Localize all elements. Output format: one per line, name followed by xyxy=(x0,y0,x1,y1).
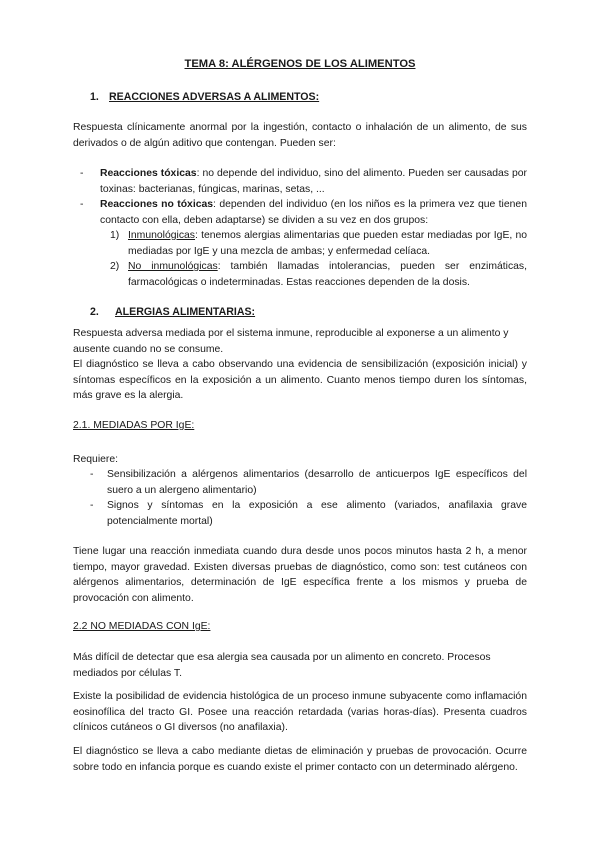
document-title: TEMA 8: ALÉRGENOS DE LOS ALIMENTOS xyxy=(184,58,416,70)
bullet-marker: - xyxy=(90,500,94,511)
section-2-number: 2. xyxy=(90,306,99,318)
subitem-marker: 1) xyxy=(110,230,120,241)
section-1-heading: REACCIONES ADVERSAS A ALIMENTOS: xyxy=(109,91,320,103)
ige-reaction-paragraph: Tiene lugar una reacción inmediata cuando dura desde unos pocos minutos hasta 2 h, a menor tiempo, mayor gravedad. Existen diversas pruebas de diagnóstico, como son: test cutáneos con alérgenos alimentarios, determinación de IgE específica frente a los mismos y prueba de provocación con alimento. xyxy=(73,546,527,604)
bullet-marker: - xyxy=(80,168,84,179)
requires-label: Requiere: xyxy=(73,454,119,465)
term-toxic-reactions: Reacciones tóxicas xyxy=(100,168,197,179)
text-toxic-reactions: : no depende del individuo, sino del alimento. Pueden ser causadas por toxinas: bacterianas, fúngicas, marinas, setas, ... xyxy=(100,168,527,195)
text-non-immunological: : también llamadas intolerancias, pueden ser enzimáticas, farmacológicas o indeterminadas. Estas reacciones dependen de la dosis. xyxy=(128,261,528,288)
subitem-non-immunological xyxy=(128,259,527,290)
bullet-toxic-reactions xyxy=(100,166,527,197)
text-immunological: : tenemos alergias alimentarias que pueden estar mediadas por IgE, no mediadas por IgE y una mezcla de ambas; y enfermedad celíaca. xyxy=(128,230,527,257)
bullet-marker: - xyxy=(80,199,84,210)
text-non-toxic-reactions: : dependen del individuo (en los niños es la primera vez que tienen contacto con ella, deben adaptarse) se dividen a su vez en dos grupos: xyxy=(100,199,527,226)
term-non-immunological: No inmunológicas xyxy=(128,261,218,272)
section-2-heading: ALERGIAS ALIMENTARIAS: xyxy=(115,306,256,318)
section-2-definition: Respuesta adversa mediada por el sistema inmune, reproducible al exponerse a un alimento y ausente cuando no se consume. xyxy=(73,328,509,355)
section-1-number: 1. xyxy=(90,91,99,103)
ige-requirement-symptoms: Signos y síntomas en la exposición a ese alimento (variados, anafilaxia grave potencialmente mortal) xyxy=(107,500,527,527)
ige-requirement-sensitization: Sensibilización a alérgenos alimentarios (desarrollo de anticuerpos IgE específicos del suero a un alergeno alimentario) xyxy=(107,469,527,496)
term-non-toxic-reactions: Reacciones no tóxicas xyxy=(100,199,214,210)
section-1-intro: Respuesta clínicamente anormal por la ingestión, contacto o inhalación de un alimento, de sus derivados o de algún aditivo que contengan. Pueden ser: xyxy=(73,122,527,149)
bullet-marker: - xyxy=(90,469,94,480)
term-immunological: Inmunológicas xyxy=(128,230,196,241)
subitem-immunological xyxy=(128,228,527,259)
subitem-marker: 2) xyxy=(110,261,120,272)
subsection-2-2-heading: 2.2 NO MEDIADAS CON IgE: xyxy=(73,621,211,632)
non-ige-paragraph-3: El diagnóstico se lleva a cabo mediante dietas de eliminación y pruebas de provocación. Ocurre sobre todo en infancia porque es cuando existe el primer contacto con un determinado alérgeno. xyxy=(73,746,527,773)
non-ige-paragraph-2: Existe la posibilidad de evidencia histológica de un proceso inmune subyacente como inflamación eosinofílica del tracto GI. Posee una reacción retardada (varias horas-días). Presenta cuadros clínicos cutáneos o GI diversos (no anafilaxia). xyxy=(73,691,527,733)
section-2-diagnosis: El diagnóstico se lleva a cabo observando una evidencia de sensibilización (exposición inicial) y síntomas específicos en la exposición a un alimento. Cuanto menos tiempo duren los síntomas, más grave es la alergia. xyxy=(73,359,527,401)
subsection-2-1-heading: 2.1. MEDIADAS POR IgE: xyxy=(73,420,195,431)
bullet-non-toxic-reactions xyxy=(100,197,527,228)
non-ige-paragraph-1: Más difícil de detectar que esa alergia sea causada por un alimento en concreto. Procesos mediados por células T. xyxy=(73,652,491,679)
